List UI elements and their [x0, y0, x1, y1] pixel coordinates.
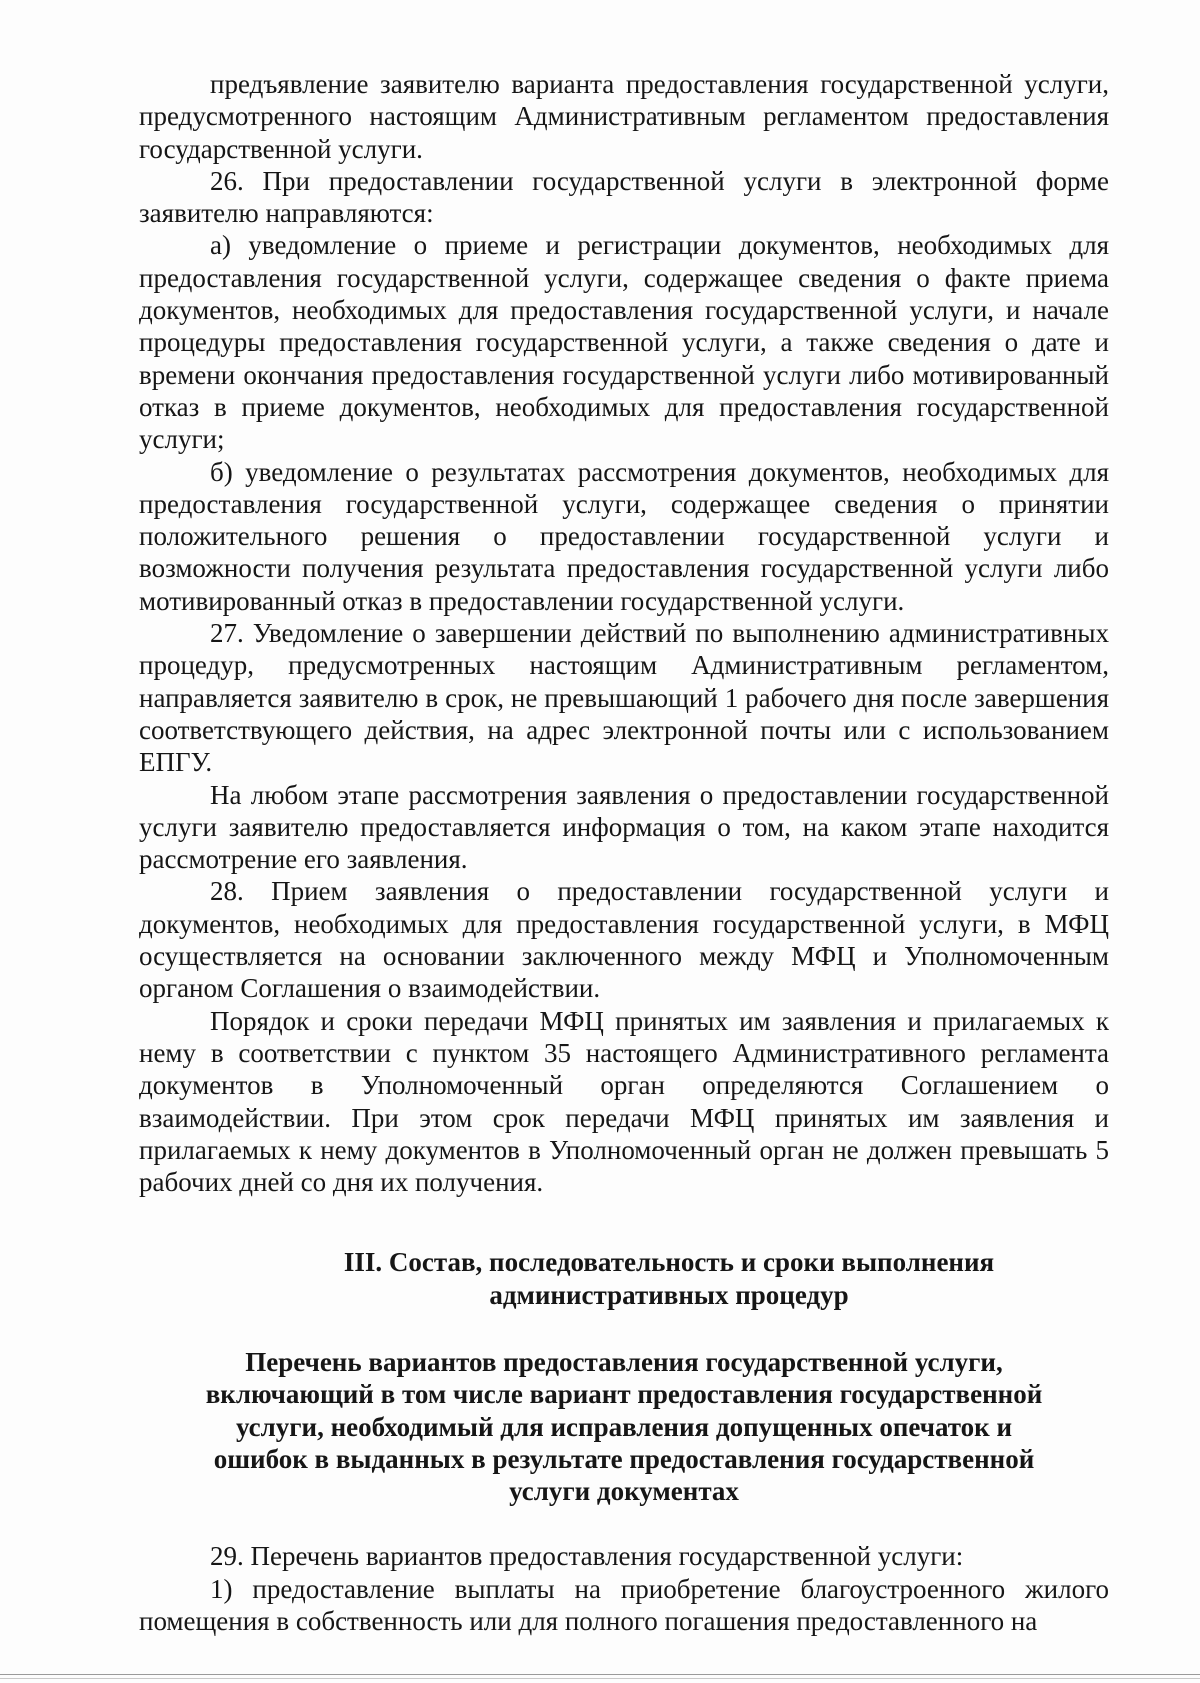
subsection-heading: Перечень вариантов предоставления государственной услуги, включающий в том числе вариант предоставления государственной услуги, необходимый для исправления допущенных опечаток и ошибок в выданных в результате предоставления государственной услуги документах: [205, 1346, 1043, 1507]
paragraph-26-b: б) уведомление о результатах рассмотрения документов, необходимых для предоставления государственной услуги, содержащее сведения о принятии положительного решения о предоставлении государственной услуги и возможности получения результата предоставления государственной услуги либо мотивированный отказ в предоставлении государственной услуги.: [139, 456, 1109, 616]
paragraph-intro: предъявление заявителю варианта предоставления государственной услуги, предусмотренного настоящим Административным регламентом предоставления государственной услуги.: [139, 69, 1109, 164]
section-heading: III. Состав, последовательность и сроки выполнения административных процедур: [343, 1247, 995, 1310]
scan-edge-line-secondary: [0, 1678, 1200, 1679]
paragraph-27-continued: На любом этапе рассмотрения заявления о предоставлении государственной услуги заявителю предоставляется информация о том, на каком этапе находится рассмотрение его заявления.: [139, 779, 1109, 875]
paragraph-28: 28. Прием заявления о предоставлении государственной услуги и документов, необходимых для предоставления государственной услуги, в МФЦ осуществляется на основании заключенного между МФЦ и Уполномоченным органом Соглашения о взаимодействии.: [139, 876, 1109, 1004]
paragraph-27: 27. Уведомление о завершении действий по выполнению административных процедур, предусмотренных настоящим Административным регламентом, направляется заявителю в срок, не превышающий 1 рабочего дня после завершения соответствующего действия, на адрес электронной почты или с использованием ЕПГУ.: [139, 618, 1109, 778]
document-body: [139, 68, 1109, 1637]
paragraph-29: 29. Перечень вариантов предоставления государственной услуги:: [210, 1541, 964, 1572]
paragraph-29-item-1: 1) предоставление выплаты на приобретение благоустроенного жилого помещения в собственность или для полного погашения предоставленного на: [139, 1573, 1109, 1637]
paragraph-28-continued: Порядок и сроки передачи МФЦ принятых им заявления и прилагаемых к нему в соответствии с пунктом 35 настоящего Административного регламента документов в Уполномоченный орган определяются Соглашением о взаимодействии. При этом срок передачи МФЦ принятых им заявления и прилагаемых к нему документов в Уполномоченный орган не должен превышать 5 рабочих дней со дня их получения.: [139, 1005, 1109, 1198]
paragraph-26-a: а) уведомление о приеме и регистрации документов, необходимых для предоставления государственной услуги, содержащее сведения о факте приема документов, необходимых для предоставления государственной услуги, и начале процедуры предоставления государственной услуги, а также сведения о дате и времени окончания предоставления государственной услуги либо мотивированный отказ в приеме документов, необходимых для предоставления государственной услуги;: [139, 230, 1109, 455]
paragraph-26: 26. При предоставлении государственной услуги в электронной форме заявителю направляются:: [139, 165, 1109, 229]
scan-edge-line: [0, 1674, 1200, 1675]
